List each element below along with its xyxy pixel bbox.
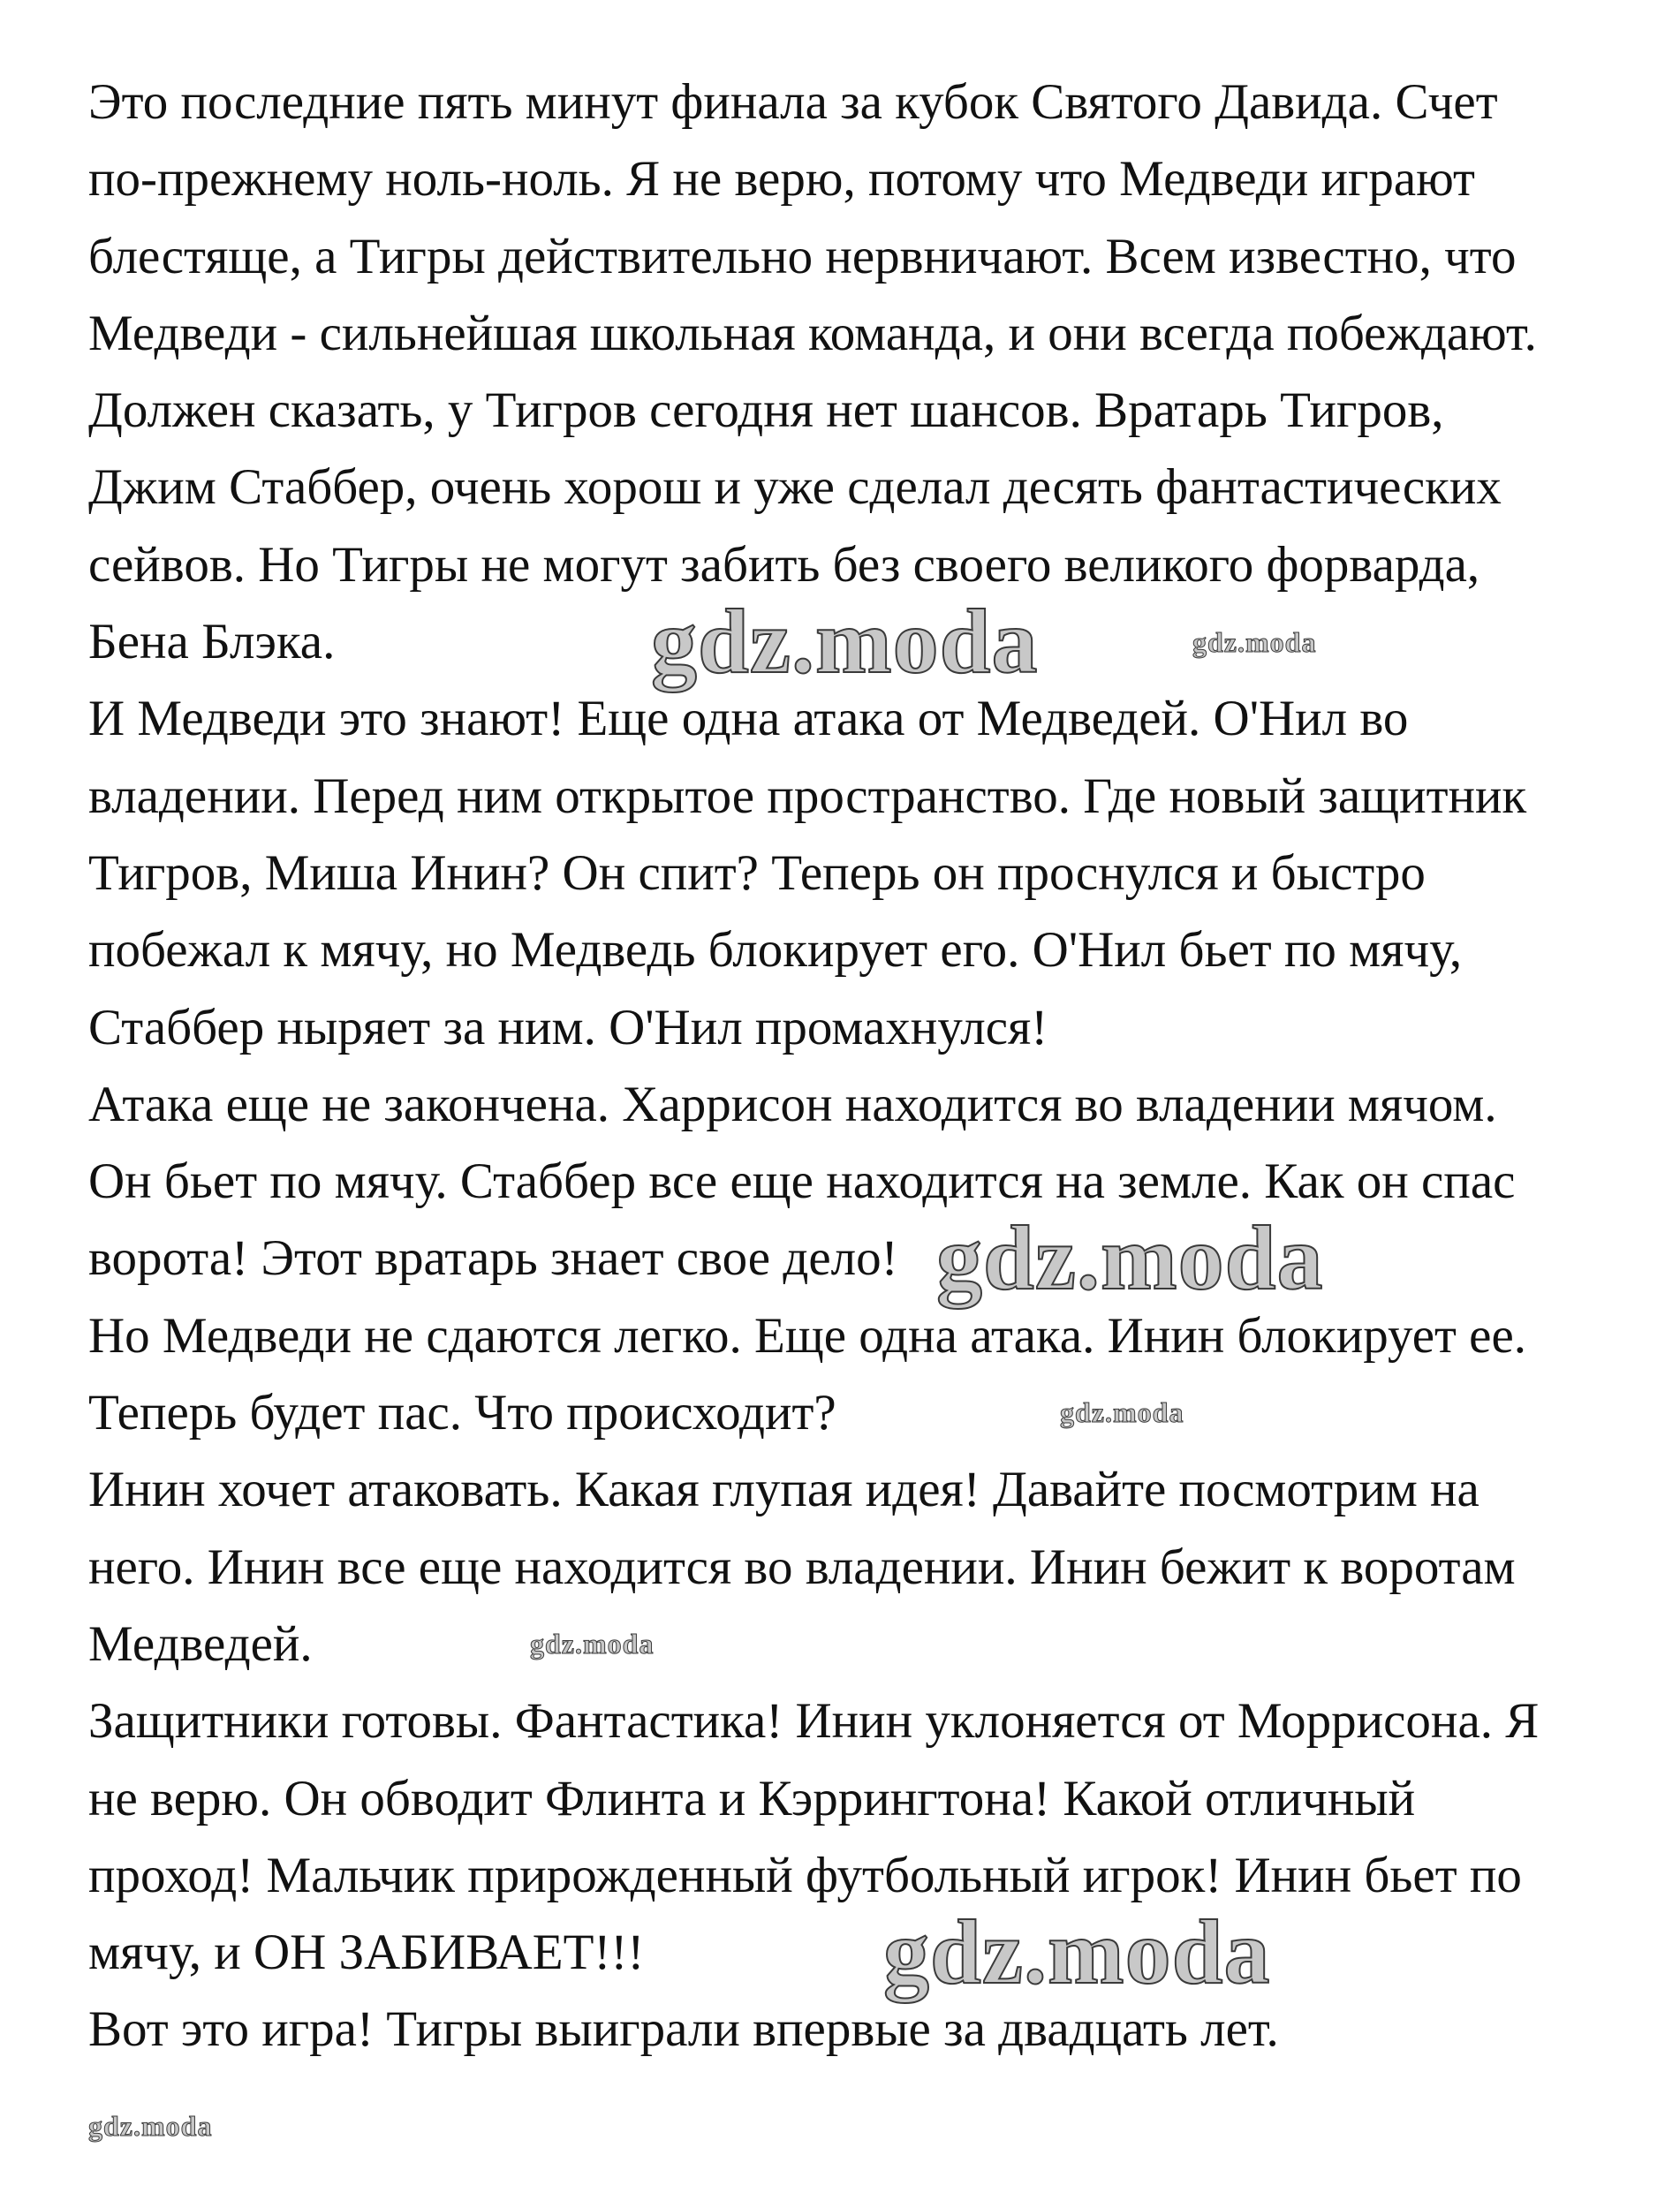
text-line: Но Медведи не сдаются легко. Еще одна атака. Инин блокирует ее. [88,1307,1527,1364]
text-line: не верю. Он обводит Флинта и Кэррингтона! Какой отличный [88,1770,1416,1826]
text-line: Тигров, Миша Инин? Он спит? Теперь он проснулся и быстро [88,844,1426,901]
text-line: владении. Перед ним открытое пространство. Где новый защитник [88,768,1527,824]
text-line: Защитники готовы. Фантастика! Инин уклоняется от Моррисона. Я [88,1693,1540,1750]
text-line: Медведей. [88,1615,313,1672]
text-line: Теперь будет пас. Что происходит? [88,1385,836,1441]
document-body [88,64,1539,2068]
watermark: gdz.moda [651,591,1039,692]
watermark: gdz.moda [530,1628,655,1660]
watermark: gdz.moda [936,1207,1324,1309]
text-line: блестяще, а Тигры действительно нервничают. Всем известно, что [88,228,1517,284]
watermark: gdz.moda [883,1902,1271,2003]
text-line: Вот это игра! Тигры выиграли впервые за двадцать лет. [88,2001,1279,2058]
text-line: И Медведи это знают! Еще одна атака от Медведей. О'Нил во [88,691,1409,747]
text-line: по-прежнему ноль-ноль. Я не верю, потому что Медведи играют [88,151,1475,208]
text-line: Джим Стаббер, очень хорош и уже сделал десять фантастических [88,459,1502,516]
text-line: Стаббер ныряет за ним. О'Нил промахнулся! [88,999,1048,1055]
text-line: него. Инин все еще находится во владении. Инин бежит к воротам [88,1539,1516,1595]
text-line: сейвов. Но Тигры не могут забить без своего великого форварда, [88,536,1480,593]
text-line: Атака еще не закончена. Харрисон находится во владении мячом. [88,1076,1497,1132]
text-line: побежал к мячу, но Медведь блокирует его. О'Нил бьет по мячу, [88,922,1463,979]
watermark: gdz.moda [1060,1396,1184,1428]
watermark: gdz.moda [1192,626,1317,658]
text-line: Это последние пять минут финала за кубок Святого Давида. Счет [88,74,1498,130]
text-line: Инин хочет атаковать. Какая глупая идея! Давайте посмотрим на [88,1462,1479,1518]
watermark: gdz.moda [88,2110,213,2142]
text-line: Он бьет по мячу. Стаббер все еще находится на земле. Как он спас [88,1153,1516,1210]
text-line: Медведи - сильнейшая школьная команда, и они всегда побеждают. [88,305,1537,361]
text-line: ворота! Этот вратарь знает свое дело! [88,1230,898,1287]
text-line: Должен сказать, у Тигров сегодня нет шансов. Вратарь Тигров, [88,382,1444,439]
text-line: мячу, и ОН ЗАБИВАЕТ!!! [88,1925,645,1981]
text-line: проход! Мальчик прирожденный футбольный игрок! Инин бьет по [88,1847,1522,1903]
text-line: Бена Блэка. [88,614,336,670]
